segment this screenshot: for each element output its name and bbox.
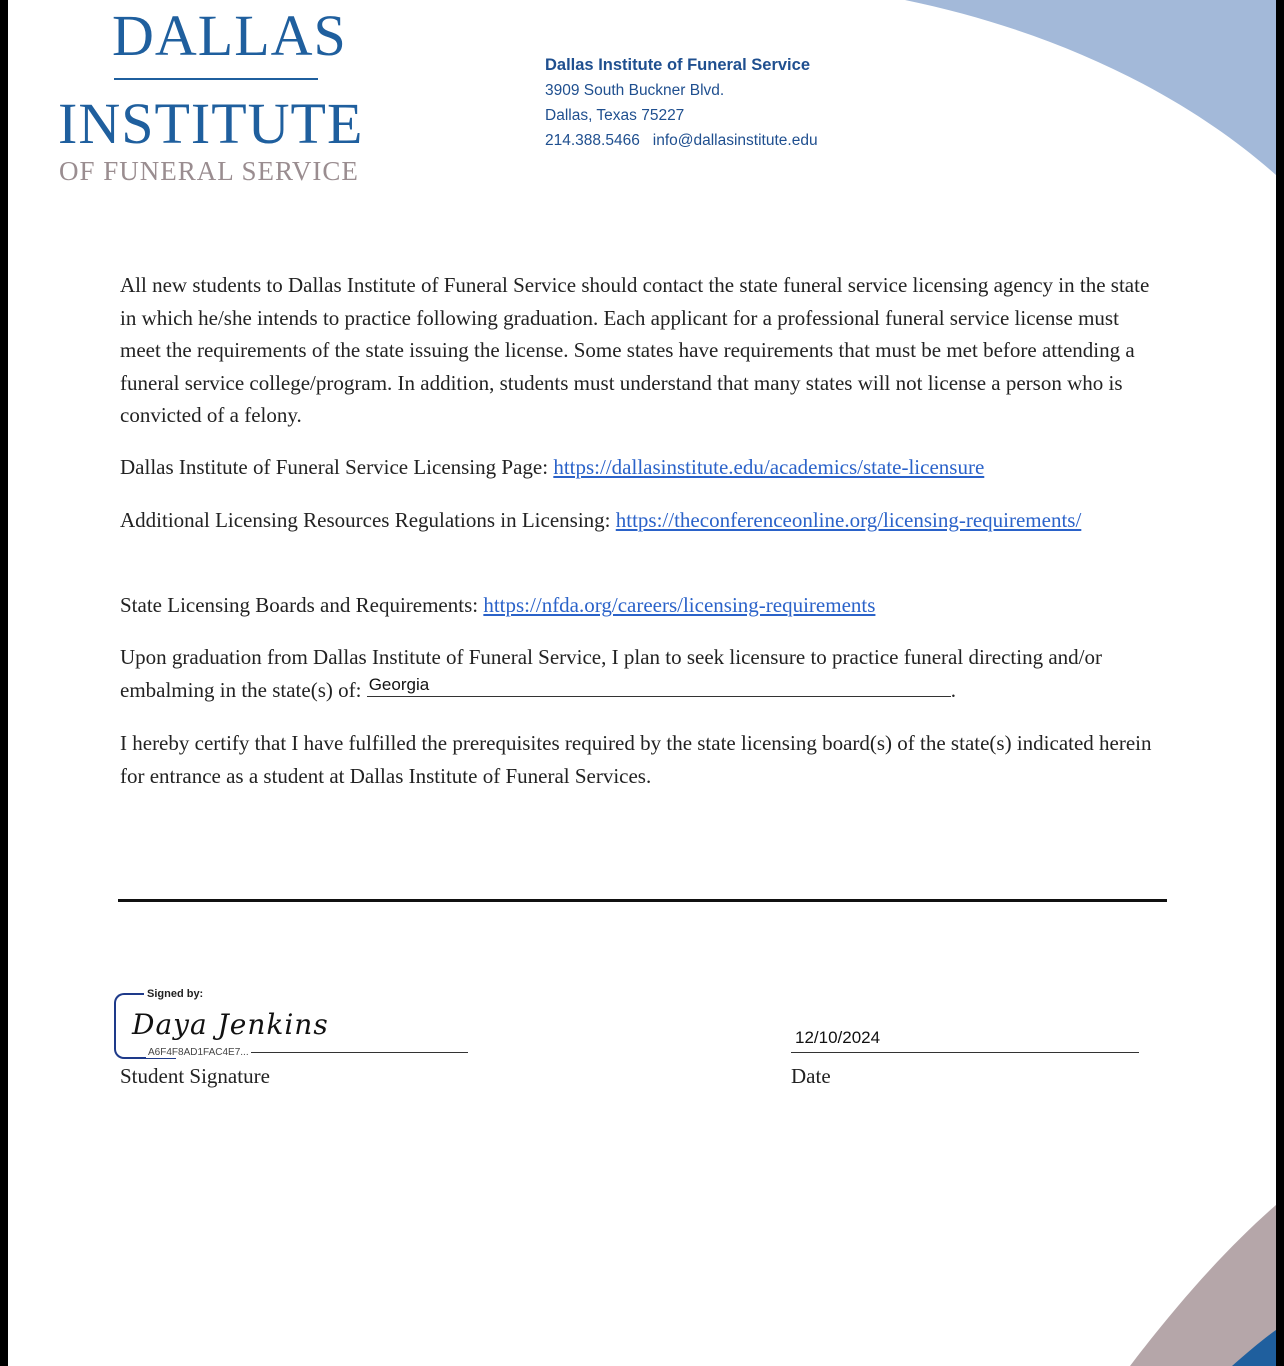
licensing-page-label: Dallas Institute of Funeral Service Licensing Page: (120, 455, 554, 479)
date-field-value: 12/10/2024 (795, 1028, 881, 1047)
envelope-id: A6F4F8AD1FAC4E7... (148, 1047, 249, 1058)
licensing-page-paragraph (120, 451, 1160, 484)
logo-dallas-text: DALLAS (112, 3, 347, 68)
section-divider (118, 899, 1167, 902)
state-boards-label: State Licensing Boards and Requirements: (120, 593, 484, 617)
state-field[interactable] (367, 676, 951, 697)
plan-text: Upon graduation from Dallas Institute of Funeral Service, I plan to seek licensure to practice funeral directing and/or embalming in the state(s) of: (120, 645, 1102, 702)
date-label: Date (791, 1064, 831, 1088)
student-signature-label: Student Signature (120, 1064, 270, 1088)
additional-resources-paragraph (120, 504, 1160, 537)
institute-logo (58, 0, 378, 200)
student-signature-image: Daya Jenkins (132, 1008, 329, 1041)
contact-phone: 214.388.5466 (545, 132, 640, 149)
logo-subtitle: OF FUNERAL SERVICE (59, 156, 359, 186)
contact-email[interactable]: info@dallasinstitute.edu (652, 132, 818, 149)
logo-rule (114, 78, 318, 80)
certify-paragraph: I hereby certify that I have fulfilled the prerequisites required by the state licensing board(s) of the state(s) indicated herein for entrance as a student at Dallas Institute of Funeral Services. (120, 731, 1152, 788)
plan-paragraph (120, 641, 1160, 706)
additional-resources-link[interactable]: https://theconferenceonline.org/licensing-requirements/ (615, 508, 1082, 532)
contact-name: Dallas Institute of Funeral Service (545, 56, 810, 74)
signed-by-label: Signed by: (144, 988, 206, 1000)
intro-paragraph: All new students to Dallas Institute of Funeral Service should contact the state funeral service licensing agency in the state in which he/she intends to practice following graduation. Each applicant for a professional funeral service license must meet the requirements of the state issuing the license. Some states have requirements that must be met before attending a funeral service college/program. In addition, students must understand that many states will not license a person who is convicted of a felony. (120, 273, 1150, 427)
contact-address: 3909 South Buckner Blvd. (545, 82, 725, 99)
state-boards-link[interactable]: https://nfda.org/careers/licensing-requirements (483, 593, 876, 617)
state-boards-paragraph (120, 589, 1160, 622)
additional-resources-label: Additional Licensing Resources Regulations in Licensing: (120, 508, 616, 532)
contact-city: Dallas, Texas 75227 (545, 107, 685, 124)
state-field-value: Georgia (368, 674, 430, 694)
plan-period: . (950, 677, 956, 702)
licensing-page-link[interactable]: https://dallasinstitute.edu/academics/state-licensure (553, 455, 985, 479)
contact-block (545, 53, 818, 153)
logo-institute-text: INSTITUTE (58, 91, 364, 156)
contact-phone-email (545, 128, 818, 153)
date-field[interactable] (791, 1052, 1139, 1053)
